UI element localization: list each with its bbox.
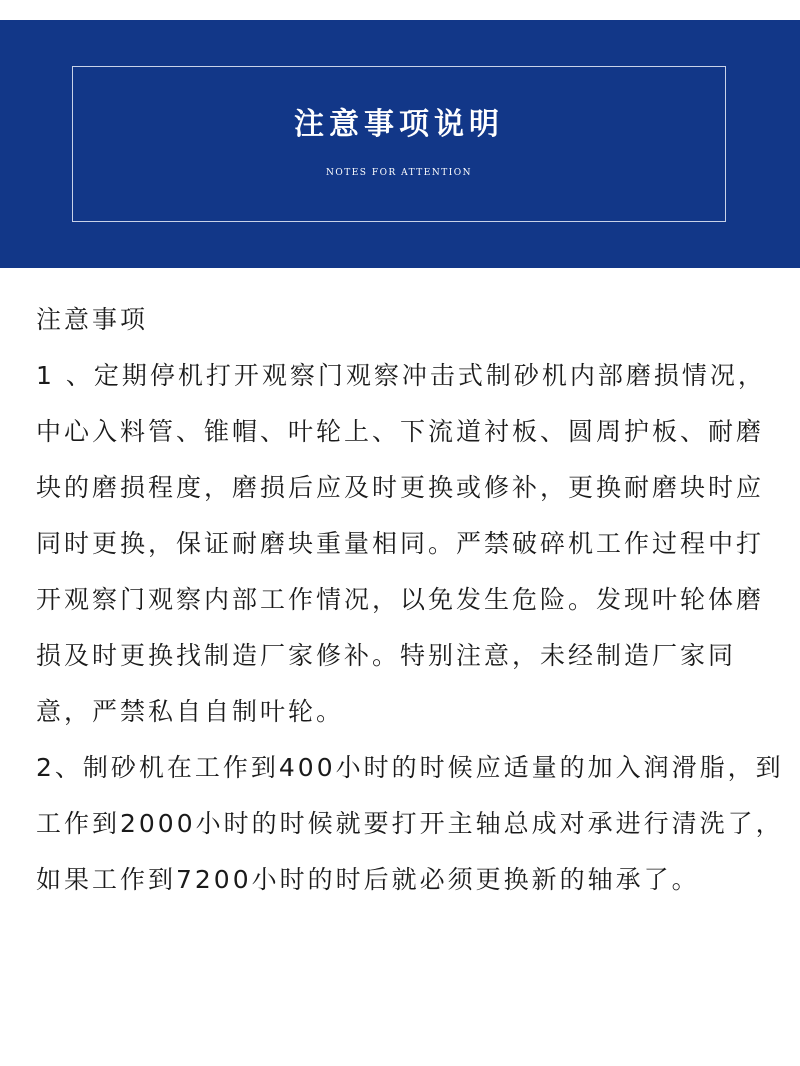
page-title: 注意事项说明 (294, 107, 504, 142)
content-body (36, 292, 786, 908)
header-frame (72, 66, 726, 222)
paragraph-item-2: 2、制砂机在工作到400小时的时候应适量的加入润滑脂，到工作到2000小时的时候就要打开主轴总成对承进行清洗了，如果工作到7200小时的时后就必须更换新的轴承了。 (36, 753, 784, 894)
section-heading: 注意事项 (36, 305, 149, 334)
header-banner (0, 20, 800, 268)
paragraph-item-1: 1 、定期停机打开观察门观察冲击式制砂机内部磨损情况，中心入料管、锥帽、叶轮上、下流道衬板、圆周护板、耐磨块的磨损程度，磨损后应及时更换或修补，更换耐磨块时应同时更换，保证耐磨块重量相同。严禁破碎机工作过程中打开观察门观察内部工作情况，以免发生危险。发现叶轮体磨损及时更换找制造厂家修补。特别注意，未经制造厂家同意，严禁私自自制叶轮。 (36, 361, 766, 726)
page-subtitle: NOTES FOR ATTENTION (325, 168, 473, 178)
